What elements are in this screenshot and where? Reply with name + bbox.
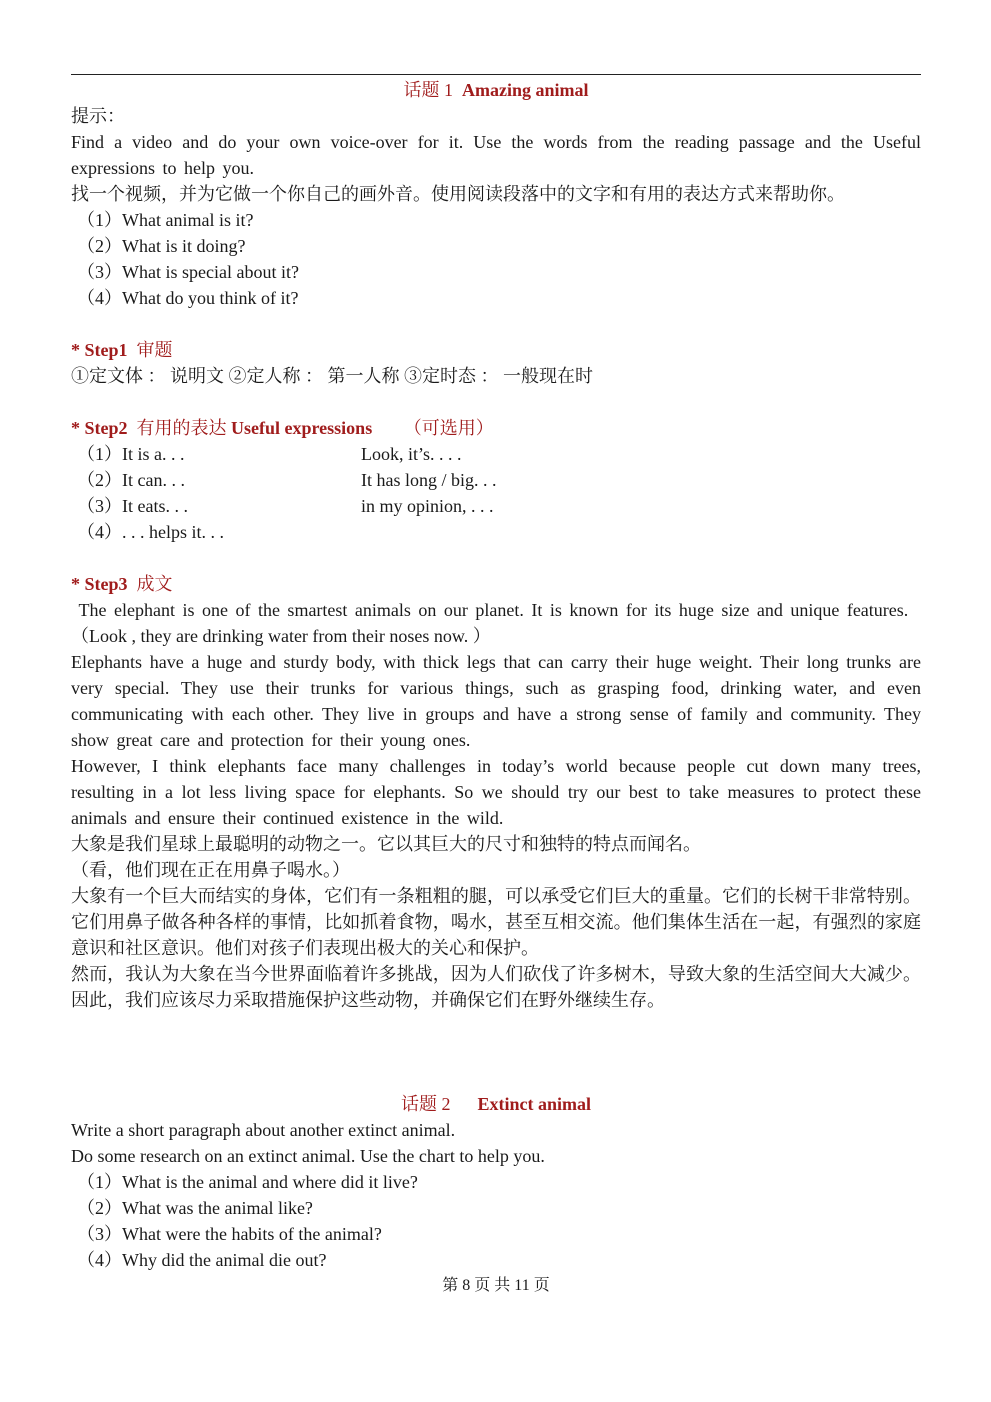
expression: （3）It eats. . . (77, 496, 188, 516)
topic1-title (71, 77, 921, 103)
hint-en: Find a video and do your own voice-over for it. Use the words from the reading passage and the Useful expressions to help you. (71, 132, 921, 178)
expression-row (71, 441, 921, 467)
question: （4）What do you think of it? (77, 288, 299, 308)
step2-label: * Step2 (71, 418, 128, 438)
step3-label: * Step3 (71, 574, 128, 594)
step2-label-en: Useful expressions (231, 418, 373, 438)
page-footer: 第 8 页 共 11 页 (442, 1277, 550, 1294)
topic2-intro: Write a short paragraph about another extinct animal. (71, 1120, 456, 1140)
step2-label-zh: 有用的表达 (136, 418, 227, 438)
topic2-title-en: Extinct animal (477, 1094, 591, 1114)
question: （2）What was the animal like? (77, 1198, 313, 1218)
essay-paragraph-zh: 然而，我认为大象在当今世界面临着许多挑战，因为人们砍伐了许多树木，导致大象的生活空间大大减少。因此，我们应该尽力采取措施保护这些动物，并确保它们在野外继续生存。 (71, 964, 921, 1010)
top-rule (71, 74, 921, 75)
expression-row (71, 493, 921, 519)
essay-paragraph-zh: 大象有一个巨大而结实的身体，它们有一条粗粗的腿，可以承受它们巨大的重量。它们的长树干非常特别。它们用鼻子做各种各样的事情，比如抓着食物，喝水，甚至互相交流。他们集体生活在一起，有强烈的家庭意识和社区意识。他们对孩子们表现出极大的关心和保护。 (71, 886, 921, 958)
expression: in my opinion, . . . (361, 496, 494, 516)
hint-label: 提示： (71, 106, 125, 126)
expression: （4）. . . helps it. . . (77, 522, 224, 542)
essay-paragraph-en: The elephant is one of the smartest animals on our planet. It is known for its huge size and unique features. (71, 600, 909, 620)
step1-label-zh: 审题 (136, 340, 173, 360)
question: （2）What is it doing? (77, 236, 246, 256)
topic1-title-en: Amazing animal (461, 80, 589, 100)
expression: （2）It can. . . (77, 470, 185, 490)
step2-optional: （可选用） (403, 418, 494, 438)
topic1-title-zh: 话题 1 (403, 80, 453, 100)
expression: Look, it’s. . . . (361, 444, 462, 464)
essay-paragraph-en: Elephants have a huge and sturdy body, with thick legs that can carry their huge weight. Their long trunks are very special. They use their trunks for various things, such as grasping food, drinking water, and even communicating with each other. They live in groups and have a strong sense of family and community. They show great care and protection for their young ones. (71, 652, 921, 750)
question: （1）What animal is it? (77, 210, 254, 230)
essay-paragraph-zh: 大象是我们星球上最聪明的动物之一。它以其巨大的尺寸和独特的特点而闻名。 (71, 834, 701, 854)
topic2-title (71, 1091, 921, 1117)
document-page (71, 77, 921, 1299)
step3-heading (71, 571, 921, 597)
step1-heading (71, 337, 921, 363)
expression-row (71, 519, 921, 545)
step1-text: ①定文体 ： 说明文 ②定人称 ： 第一人称 ③定时态 ： 一般现在时 (71, 366, 593, 386)
question: （3）What were the habits of the animal? (77, 1224, 382, 1244)
step2-heading (71, 415, 921, 441)
step1-label: * Step1 (71, 340, 128, 360)
essay-paragraph-zh: （看，他们现在正在用鼻子喝水。） (71, 860, 350, 880)
topic2-title-zh: 话题 2 (400, 1094, 451, 1114)
expression: It has long / big. . . (361, 470, 497, 490)
step3-label-zh: 成文 (136, 574, 173, 594)
question: （4）Why did the animal die out? (77, 1250, 327, 1270)
question: （3）What is special about it? (77, 262, 299, 282)
topic2-intro: Do some research on an extinct animal. Use the chart to help you. (71, 1146, 545, 1166)
question: （1）What is the animal and where did it live? (77, 1172, 418, 1192)
expression-row (71, 467, 921, 493)
essay-paragraph-en: However, I think elephants face many challenges in today’s world because people cut down many trees, resulting in a lot less living space for elephants. So we should try our best to take measures to protect these animals and ensure their continued existence in the wild. (71, 756, 921, 828)
expression: （1）It is a. . . (77, 444, 185, 464)
hint-zh: 找一个视频，并为它做一个你自己的画外音。使用阅读段落中的文字和有用的表达方式来帮助你。 (71, 184, 845, 204)
essay-paragraph-en: （Look , they are drinking water from their noses now. ） (71, 626, 491, 646)
